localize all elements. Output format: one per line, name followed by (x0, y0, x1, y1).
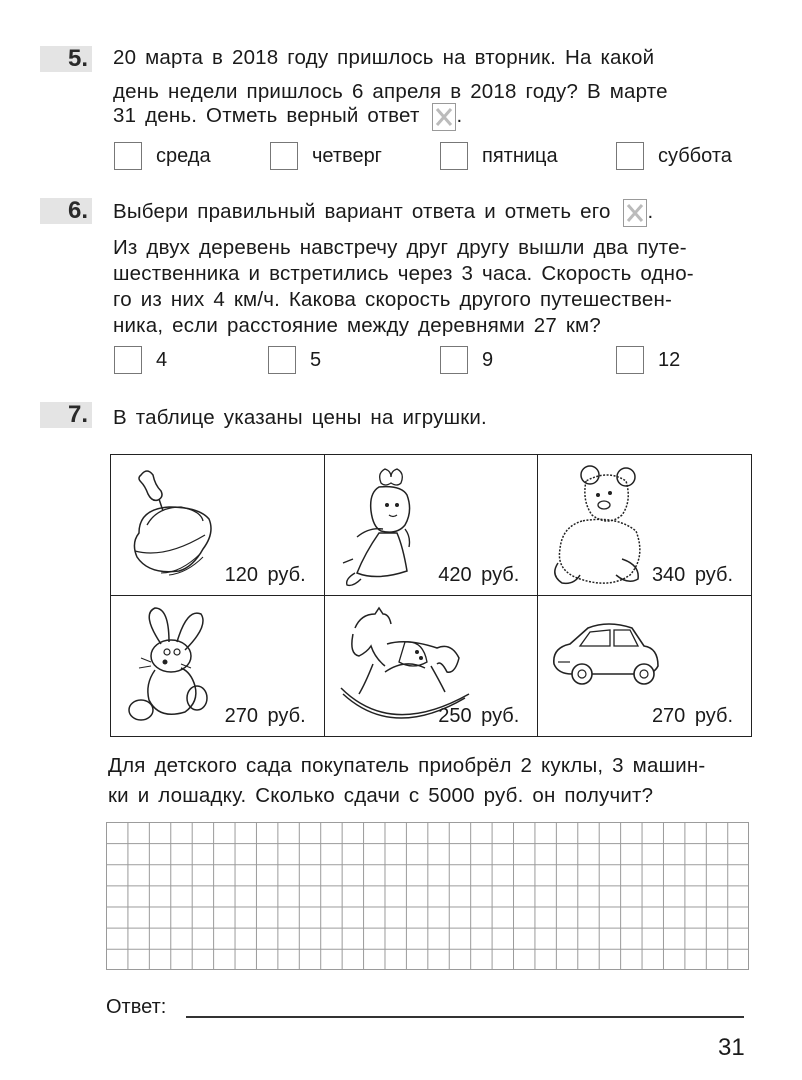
task-7-intro: В таблице указаны цены на игрушки. (113, 406, 487, 429)
checkbox-example-x-icon (623, 199, 647, 227)
toy-cell (111, 455, 325, 596)
task-5-line-2: день недели пришлось 6 апреля в 2018 году? В марте (113, 80, 668, 103)
task-7-number: 7. (40, 402, 92, 428)
task-6-line-3: го из них 4 км/ч. Какова скорость другого путешествен- (113, 288, 673, 311)
car-icon (548, 604, 678, 704)
task-7-question-line-1: Для детского сада покупатель приобрёл 2 куклы, 3 машин- (108, 754, 706, 777)
answer-input-line[interactable] (186, 1016, 744, 1018)
bunny-icon (121, 604, 231, 729)
task-5-line-3 (113, 102, 462, 131)
toy-cell (111, 596, 325, 737)
option-label: 4 (156, 348, 168, 371)
checkbox[interactable] (440, 142, 468, 170)
toy-price: 420 руб. (438, 564, 520, 586)
toy-price: 270 руб. (224, 705, 306, 727)
task-5-line-3-end: . (456, 104, 463, 127)
task-6-number: 6. (40, 198, 92, 224)
answer-grid[interactable] (106, 822, 749, 970)
checkbox-example-x-icon (432, 103, 456, 131)
option-label: 5 (310, 348, 322, 371)
task-5-line-1: 20 марта в 2018 году пришлось на вторник. На какой (113, 46, 655, 69)
task-6-instruction (113, 198, 653, 227)
toy-price-table (110, 454, 752, 737)
task-6-instruction-end: . (647, 200, 654, 223)
task-5-option-1[interactable] (114, 142, 211, 170)
answer-label: Ответ: (106, 996, 167, 1018)
task-6-option-3[interactable] (440, 346, 493, 374)
toy-price: 120 руб. (224, 564, 306, 586)
task-6-line-2: шественника и встретились через 3 часа. Скорость одно- (113, 262, 694, 285)
checkbox[interactable] (114, 346, 142, 374)
toy-cell (324, 455, 538, 596)
checkbox[interactable] (114, 142, 142, 170)
toy-cell (538, 596, 752, 737)
checkbox[interactable] (440, 346, 468, 374)
task-6-option-2[interactable] (268, 346, 321, 374)
task-6-instruction-text: Выбери правильный вариант ответа и отметь его (113, 200, 611, 223)
checkbox[interactable] (268, 346, 296, 374)
option-label: 12 (658, 348, 681, 371)
option-label: пятница (482, 144, 558, 167)
toy-price: 250 руб. (438, 705, 520, 727)
teddy-bear-icon (548, 463, 668, 588)
task-6-option-1[interactable] (114, 346, 167, 374)
task-7-question-line-2: ки и лошадку. Сколько сдачи с 5000 руб. он получит? (108, 784, 654, 807)
option-label: четверг (312, 144, 382, 167)
spinning-top-icon (121, 463, 231, 583)
option-label: 9 (482, 348, 494, 371)
task-5-option-2[interactable] (270, 142, 382, 170)
toy-price: 340 руб. (651, 564, 733, 586)
task-5-option-4[interactable] (616, 142, 732, 170)
toy-cell (324, 596, 538, 737)
task-5-number: 5. (40, 46, 92, 72)
toy-price: 270 руб. (651, 705, 733, 727)
page-number: 31 (718, 1034, 745, 1061)
checkbox[interactable] (616, 346, 644, 374)
task-5-option-3[interactable] (440, 142, 558, 170)
toy-cell (538, 455, 752, 596)
task-6-line-4: ника, если расстояние между деревнями 27 км? (113, 314, 601, 337)
task-6-line-1: Из двух деревень навстречу друг другу вышли два путе- (113, 236, 687, 259)
task-5-line-3-text: 31 день. Отметь верный ответ (113, 104, 420, 127)
checkbox[interactable] (270, 142, 298, 170)
option-label: среда (156, 144, 211, 167)
option-label: суббота (658, 144, 732, 167)
task-6-option-4[interactable] (616, 346, 680, 374)
doll-icon (335, 463, 445, 588)
checkbox[interactable] (616, 142, 644, 170)
